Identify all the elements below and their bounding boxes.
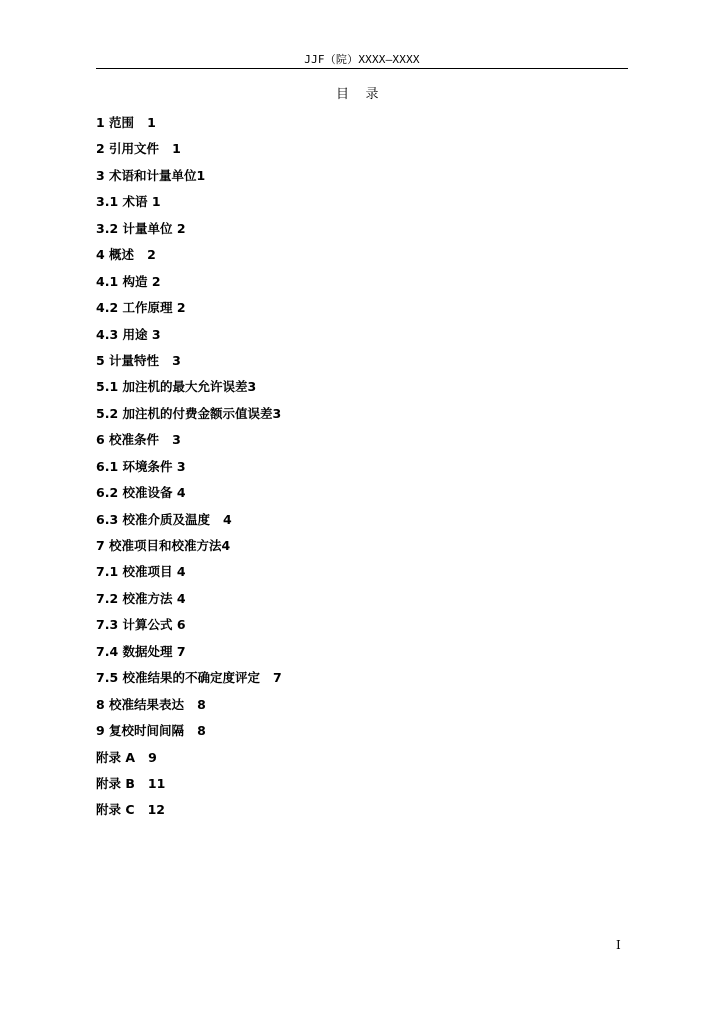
toc-entry-6-3[interactable]: 6.3 校准介质及温度 4 [96, 511, 232, 527]
toc-entry-4[interactable]: 4 概述 2 [96, 247, 156, 263]
page-header: JJF（院）XXXX—XXXX [304, 53, 420, 66]
toc-title: 目 录 [336, 87, 379, 102]
toc-entry-7-2[interactable]: 7.2 校准方法 4 [96, 590, 186, 606]
toc-entry-6-1[interactable]: 6.1 环境条件 3 [96, 458, 186, 474]
toc-entry-3-2[interactable]: 3.2 计量单位 2 [96, 220, 186, 236]
toc-entry-5[interactable]: 5 计量特性 3 [96, 352, 181, 368]
toc-entry-appendix-a[interactable]: 附录 A 9 [96, 749, 157, 765]
toc-entry-7-1[interactable]: 7.1 校准项目 4 [96, 564, 186, 580]
toc-entry-6-2[interactable]: 6.2 校准设备 4 [96, 485, 186, 501]
toc-entry-7-4[interactable]: 7.4 数据处理 7 [96, 643, 186, 659]
toc-entry-4-3[interactable]: 4.3 用途 3 [96, 326, 161, 342]
toc-entry-6[interactable]: 6 校准条件 3 [96, 432, 181, 448]
toc-entry-7[interactable]: 7 校准项目和校准方法4 [96, 538, 231, 553]
toc-entry-3[interactable]: 3 术语和计量单位1 [96, 167, 206, 183]
toc-entry-5-2[interactable]: 5.2 加注机的付费金额示值误差3 [96, 405, 282, 421]
toc-entry-7-5[interactable]: 7.5 校准结果的不确定度评定 7 [96, 670, 282, 686]
toc-entry-appendix-c[interactable]: 附录 C 12 [96, 802, 165, 818]
toc-entry-8[interactable]: 8 校准结果表达 8 [96, 696, 206, 712]
table-of-contents [96, 113, 282, 827]
toc-entry-3-1[interactable]: 3.1 术语 1 [96, 194, 161, 210]
header-rule [96, 68, 628, 69]
toc-entry-9[interactable]: 9 复校时间间隔 8 [96, 723, 206, 739]
toc-entry-7-3[interactable]: 7.3 计算公式 6 [96, 617, 186, 633]
page-number: I [616, 938, 621, 952]
toc-entry-4-2[interactable]: 4.2 工作原理 2 [96, 300, 186, 316]
toc-entry-appendix-b[interactable]: 附录 B 11 [96, 775, 166, 791]
toc-entry-5-1[interactable]: 5.1 加注机的最大允许误差3 [96, 379, 257, 395]
toc-entry-2[interactable]: 2 引用文件 1 [96, 141, 181, 157]
toc-entry-1[interactable]: 1 范围 1 [96, 115, 156, 130]
toc-entry-4-1[interactable]: 4.1 构造 2 [96, 273, 161, 289]
